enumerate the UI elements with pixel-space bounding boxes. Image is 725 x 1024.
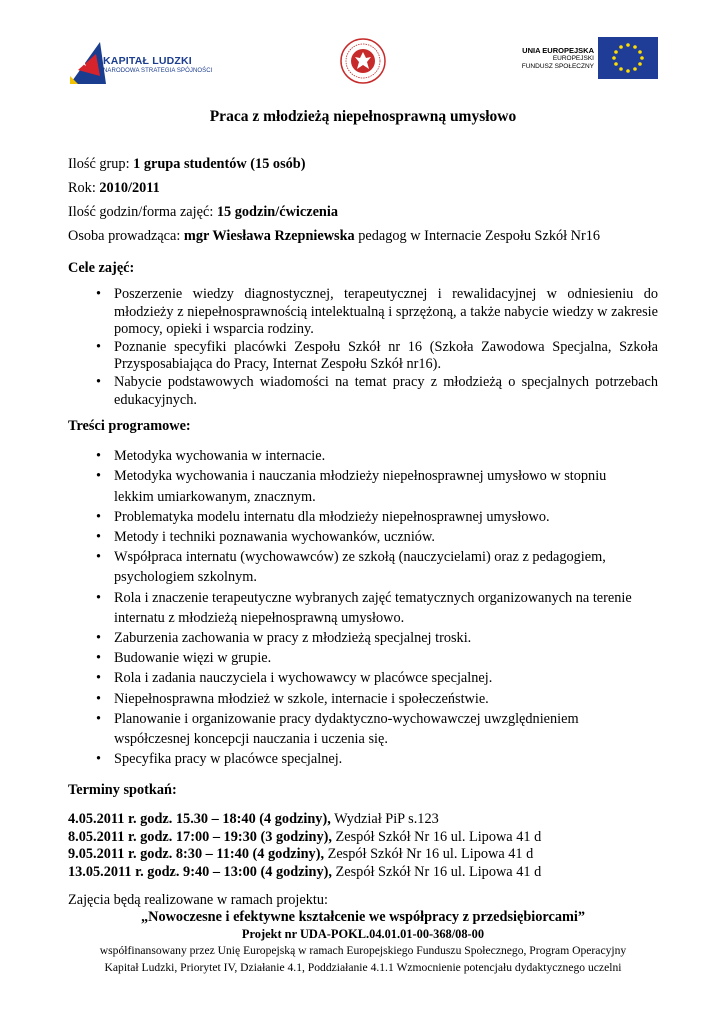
university-seal-icon [340,38,386,84]
list-item: • Budowanie więzi w grupie. [68,648,658,668]
meetings-heading: Terminy spotkań: [68,782,177,799]
list-item: • Metody i techniki poznawania wychowanków, uczniów. [68,527,658,547]
list-item: • Metodyka wychowania i nauczania młodzieży niepełnosprawnej umysłowo w stopniu lekkim umiarkowanym, znacznym. [68,466,658,506]
eu-caption: UNIA EUROPEJSKA EUROPEJSKI FUNDUSZ SPOŁECZNY [521,46,594,70]
list-item: • Specyfika pracy w placówce specjalnej. [68,749,658,769]
program-list [68,446,658,769]
info-groups: Ilość grup: 1 grupa studentów (15 osób) [68,156,306,172]
project-number: Projekt nr UDA-POKL.04.01.01-00-368/08-00 [241,927,485,942]
goals-heading: Cele zajęć: [68,260,135,276]
info-year: Rok: 2010/2011 [68,180,160,196]
program-heading: Treści programowe: [68,418,191,435]
project-title: „Nowoczesne i efektywne kształcenie we współpracy z przedsiębiorcami” [140,909,586,926]
project-lead: Zajęcia będą realizowane w ramach projektu: [68,892,328,909]
course-info [68,152,658,248]
meetings-list [68,811,658,881]
info-teacher: Osoba prowadząca: mgr Wiesława Rzepniewska pedagog w Internacie Zespołu Szkół Nr16 [68,228,601,244]
list-item: • Poszerzenie wiedzy diagnostycznej, terapeutycznej i rewalidacyjnej w odniesieniu do młodzieży z niepełnosprawnością intelektualną i sprzężoną, a także nabycie wiedzy w zakresie pomocy, opieki i wsparcia rodziny. [68,286,658,339]
document-title: Praca z młodzieżą niepełnosprawną umysłowo [209,108,517,125]
list-item: • Niepełnosprawna młodzież w szkole, internacie i społeczeństwie. [68,689,658,709]
funding-line-1: współfinansowany przez Unię Europejską w ramach Europejskiego Funduszu Społecznego, Program Operacyjny [99,944,627,958]
goals-list [68,286,658,409]
list-item: • Planowanie i organizowanie pracy dydaktyczno-wychowawczej uwzględnieniem współczesnej koncepcji nauczania i uczenia się. [68,709,658,749]
list-item: • Metodyka wychowania w internacie. [68,446,658,466]
list-item: • Nabycie podstawowych wiadomości na temat pracy z młodzieżą o specjalnych potrzebach edukacyjnych. [68,374,658,409]
eu-flag-icon [598,37,658,79]
list-item: • Zaburzenia zachowania w pracy z młodzieżą specjalnej troski. [68,628,658,648]
list-item: • Rola i zadania nauczyciela i wychowawcy w placówce specjalnej. [68,668,658,688]
info-hours: Ilość godzin/forma zajęć: 15 godzin/ćwiczenia [68,204,338,220]
meeting-item: 4.05.2011 r. godz. 15.30 – 18:40 (4 godziny), Wydział PiP s.123 [68,811,439,828]
list-item: • Problematyka modelu internatu dla młodzieży niepełnosprawnej umysłowo. [68,507,658,527]
kapital-ludzki-text: KAPITAŁ LUDZKI NARODOWA STRATEGIA SPÓJNOŚCI [103,55,213,74]
list-item: • Współpraca internatu (wychowawców) ze szkołą (nauczycielami) oraz z pedagogiem, psychologiem szkolnym. [68,547,658,587]
meeting-item: 8.05.2011 r. godz. 17:00 – 19:30 (3 godziny), Zespół Szkół Nr 16 ul. Lipowa 41 d [68,828,542,845]
funding-line-2: Kapitał Ludzki, Priorytet IV, Działanie 4.1, Poddziałanie 4.1.1 Wzmocnienie potencjału dydaktycznego uczelni [104,960,622,974]
project-footer [68,909,658,976]
meeting-item: 13.05.2011 r. godz. 9:40 – 13:00 (4 godziny), Zespół Szkół Nr 16 ul. Lipowa 41 d [68,863,542,880]
document-body [68,102,658,976]
list-item: • Poznanie specyfiki placówki Zespołu Szkół nr 16 (Szkoła Zawodowa Specjalna, Szkoła Przysposabiająca do Pracy, Internat Zespołu Szkół nr16). [68,339,658,374]
list-item: • Rola i znaczenie terapeutyczne wybranych zajęć tematycznych organizowanych na terenie internatu z młodzieżą niepełnosprawną umysłowo. [68,588,658,628]
meeting-item: 9.05.2011 r. godz. 8:30 – 11:40 (4 godziny), Zespół Szkół Nr 16 ul. Lipowa 41 d [68,846,534,863]
page-header [0,0,725,100]
